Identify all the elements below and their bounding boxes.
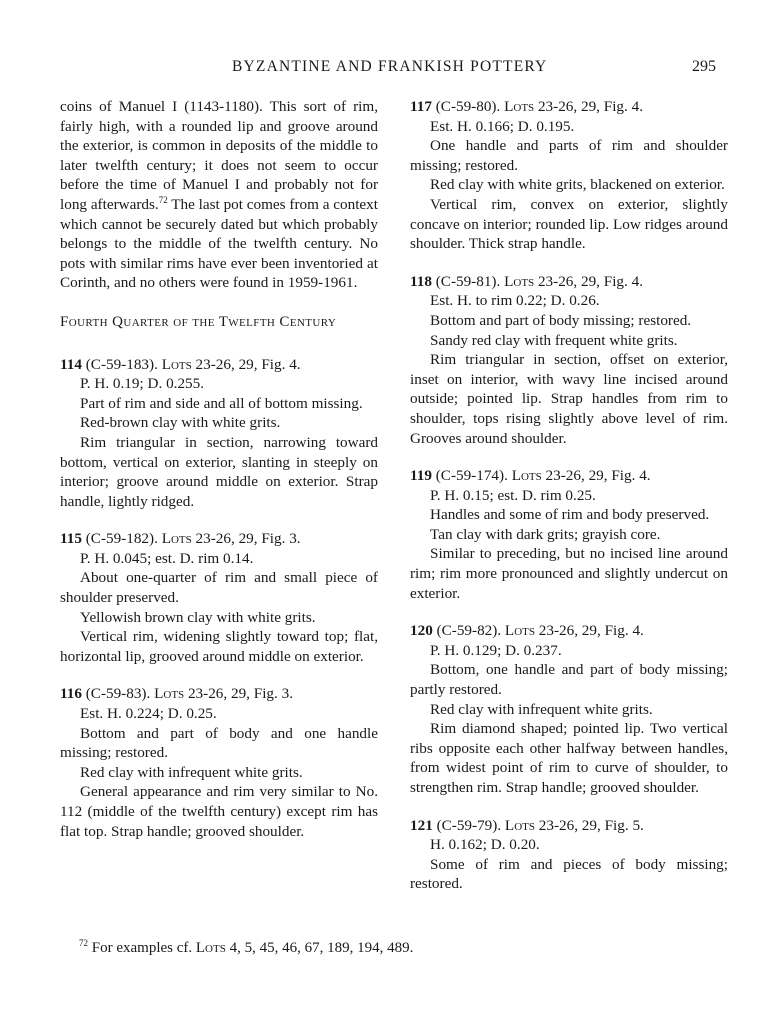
- right-column: [410, 97, 728, 912]
- entry-title: [60, 355, 378, 375]
- entry-paragraph: Similar to preceding, but no incised line around rim; rim more pronounced and slightly undercut on exterior.: [410, 545, 728, 602]
- entry-lots-word: Lots: [161, 355, 192, 373]
- entry-lots-ref: 23-26, 29, Fig. 3.: [195, 530, 301, 548]
- catalog-entry: [410, 816, 728, 894]
- entry-lots-word: Lots: [504, 622, 535, 640]
- running-title: BYZANTINE AND FRANKISH POTTERY: [232, 58, 548, 75]
- footnote-marker: 72: [79, 938, 88, 948]
- entry-number: 117: [410, 98, 432, 115]
- entry-paragraph: One handle and parts of rim and shoulder missing; restored.: [410, 137, 728, 174]
- entry-paragraph: Some of rim and pieces of body missing; restored.: [410, 855, 728, 893]
- entry-lots-ref: 23-26, 29, Fig. 4.: [538, 622, 644, 640]
- entry-title: [60, 684, 378, 704]
- entry-title: [410, 621, 728, 641]
- catalog-entry: [60, 355, 378, 512]
- entry-measurements: Est. H. 0.166; D. 0.195.: [430, 117, 575, 135]
- entry-paragraph: Yellowish brown clay with white grits.: [80, 608, 316, 626]
- entry-title: [410, 816, 728, 836]
- catalog-entry: [410, 97, 728, 254]
- footnote-prefix: For examples cf.: [91, 940, 196, 956]
- entry-lots-ref: 23-26, 29, Fig. 4.: [545, 467, 651, 485]
- entry-number: 115: [60, 530, 82, 548]
- entry-title: [60, 529, 378, 549]
- entry-paragraph: Tan clay with dark grits; grayish core.: [430, 525, 661, 543]
- entry-lots-ref: 23-26, 29, Fig. 3.: [187, 685, 294, 703]
- entry-paragraph: Rim diamond shaped; pointed lip. Two vertical ribs opposite each other halfway between handles, from widest point of rim to curve of shoulder, to strengthen rim. Strap handle; grooved shoulder.: [410, 720, 728, 796]
- footnote: [79, 940, 413, 957]
- entry-paragraph: Rim triangular in section, narrowing toward bottom, vertical on exterior, slanting in steeply on interior; groove around middle on exterior. Strap handle, lightly ridged.: [60, 433, 378, 510]
- entry-measurements: P. H. 0.045; est. D. rim 0.14.: [80, 549, 254, 567]
- continuation-text: coins of Manuel I (1143-1180). This sort of rim, fairly high, with a rounded lip and groove around the exterior, is common in deposits of the middle to later twelfth century; it does not seem to occur before the time of Manuel I and probably not for long afterwards.: [60, 98, 378, 213]
- entry-measurements: Est. H. 0.224; D. 0.25.: [80, 705, 217, 723]
- entry-number: 120: [410, 622, 433, 640]
- entry-number: 121: [410, 816, 433, 834]
- entry-title: [410, 466, 728, 486]
- entry-lots-word: Lots: [504, 272, 535, 290]
- entry-ref: (C-59-80).: [435, 98, 501, 115]
- entry-paragraph: Bottom and part of body and one handle missing; restored.: [60, 724, 378, 762]
- entry-lots-word: Lots: [154, 685, 185, 703]
- entry-measurements: P. H. 0.15; est. D. rim 0.25.: [430, 486, 596, 504]
- entry-paragraph: About one-quarter of rim and small piece of shoulder preserved.: [60, 569, 378, 607]
- page-number: 295: [692, 58, 716, 75]
- entry-paragraph: Part of rim and side and all of bottom missing.: [80, 394, 363, 412]
- entry-paragraph: Bottom and part of body missing; restored.: [430, 311, 692, 329]
- entry-ref: (C-59-174).: [435, 467, 508, 485]
- entry-paragraph: Red clay with white grits, blackened on exterior.: [430, 176, 725, 194]
- entry-ref: (C-59-83).: [85, 685, 151, 703]
- entry-paragraph: General appearance and rim very similar to No. 112 (middle of the twelfth century) except rim has flat top. Strap handle; grooved shoulder.: [60, 783, 378, 840]
- left-column: [60, 97, 378, 859]
- entry-number: 116: [60, 685, 82, 703]
- entry-measurements: H. 0.162; D. 0.20.: [430, 836, 540, 854]
- entry-lots-ref: 23-26, 29, Fig. 4.: [537, 272, 644, 290]
- catalog-entry: [60, 529, 378, 666]
- entry-ref: (C-59-81).: [435, 272, 501, 290]
- catalog-entry: [410, 466, 728, 603]
- entry-paragraph: Handles and some of rim and body preserved.: [430, 506, 710, 524]
- continuation-text-2: The last pot comes from a context which cannot be securely dated but which probably belongs to the middle of the twelfth century. No pots with similar rims have ever been inventoried at Corinth, and no others were found in 1959-1961.: [60, 195, 378, 292]
- entry-lots-ref: 23-26, 29, Fig. 4.: [195, 355, 301, 373]
- entry-number: 118: [410, 272, 432, 290]
- footnote-text: 4, 5, 45, 46, 67, 189, 194, 489.: [225, 940, 414, 956]
- entry-title: [410, 97, 728, 117]
- entry-ref: (C-59-79).: [436, 816, 502, 834]
- entry-lots-word: Lots: [504, 98, 535, 115]
- entry-number: 114: [60, 355, 82, 373]
- entry-paragraph: Red clay with infrequent white grits.: [430, 700, 653, 718]
- entry-lots-word: Lots: [161, 530, 192, 548]
- catalog-entry: [60, 684, 378, 841]
- entry-lots-word: Lots: [511, 467, 542, 485]
- entry-paragraph: Bottom, one handle and part of body missing; partly restored.: [410, 661, 728, 699]
- entry-title: [410, 272, 728, 292]
- section-heading: Fourth Quarter of the Twelfth Century: [60, 313, 337, 330]
- entry-lots-ref: 23-26, 29, Fig. 5.: [538, 816, 644, 834]
- entry-paragraph: Red-brown clay with white grits.: [80, 414, 281, 432]
- entry-ref: (C-59-182).: [85, 530, 158, 548]
- entry-lots-ref: 23-26, 29, Fig. 4.: [537, 98, 644, 115]
- footnote-lots-word: Lots: [195, 940, 226, 956]
- catalog-entry: [410, 621, 728, 797]
- entry-paragraph: Vertical rim, widening slightly toward top; flat, horizontal lip, grooved around middle on exterior.: [60, 628, 378, 665]
- entry-lots-word: Lots: [504, 816, 535, 834]
- entry-ref: (C-59-82).: [436, 622, 502, 640]
- entry-measurements: P. H. 0.19; D. 0.255.: [80, 375, 205, 393]
- entry-paragraph: Rim triangular in section, offset on exterior, inset on interior, with wavy line incised around outside; pointed lip. Strap handles from rim to shoulder, tops rising slightly above level of rim. Grooves around shoulder.: [410, 351, 728, 447]
- continuation-paragraph: [60, 97, 378, 293]
- entry-paragraph: Vertical rim, convex on exterior, slightly concave on interior; rounded lip. Low ridges around shoulder. Thick strap handle.: [410, 195, 728, 253]
- entry-paragraph: Sandy red clay with frequent white grits.: [430, 331, 678, 349]
- footnote-ref: 72: [158, 194, 168, 205]
- entry-measurements: Est. H. to rim 0.22; D. 0.26.: [430, 292, 600, 310]
- entry-paragraph: Red clay with infrequent white grits.: [80, 763, 303, 781]
- entry-number: 119: [410, 467, 432, 485]
- entry-ref: (C-59-183).: [85, 355, 158, 373]
- entry-measurements: P. H. 0.129; D. 0.237.: [430, 641, 562, 659]
- catalog-entry: [410, 272, 728, 448]
